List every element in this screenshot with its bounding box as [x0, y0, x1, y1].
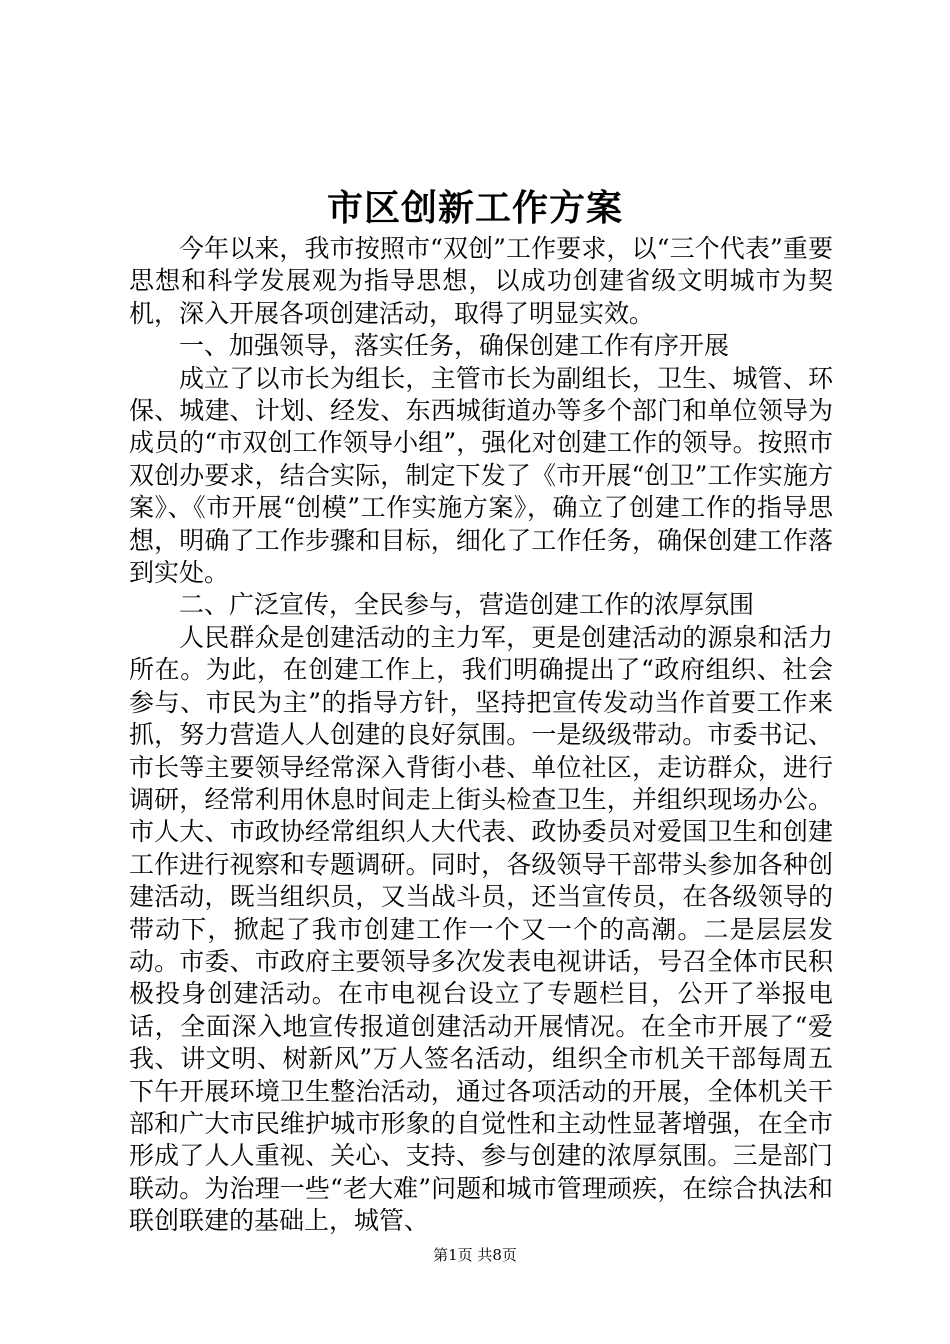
section-heading-2: 二、广泛宣传，全民参与，营造创建工作的浓厚氛围: [179, 590, 755, 620]
section-1-paragraph: 成立了以市长为组长，主管市长为副组长，卫生、城管、环保、城建、计划、经发、东西城街道办等多个部门和单位领导为成员的“市双创工作领导小组”，强化对创建工作的领导。按照市双创办要求，结合实际，制定下发了《市开展“创卫”工作实施方案》、《市开展“创模”工作实施方案》，确立了创建工作的指导思想，明确了工作步骤和目标，细化了工作任务，确保创建工作落到实处。: [129, 363, 833, 588]
document-title: 市区创新工作方案: [326, 187, 623, 229]
page-footer: 第1页 共8页: [433, 1246, 517, 1264]
intro-paragraph: 今年以来，我市按照市“双创”工作要求，以“三个代表”重要思想和科学发展观为指导思想，以成功创建省级文明城市为契机，深入开展各项创建活动，取得了明显实效。: [129, 234, 833, 328]
section-2-paragraph: 人民群众是创建活动的主力军，更是创建活动的源泉和活力所在。为此，在创建工作上，我们明确提出了“政府组织、社会参与、市民为主”的指导方针，坚持把宣传发动当作首要工作来抓，努力营造人人创建的良好氛围。一是级级带动。市委书记、市长等主要领导经常深入背街小巷、单位社区，走访群众，进行调研，经常利用休息时间走上街头检查卫生，并组织现场办公。市人大、市政协经常组织人大代表、政协委员对爱国卫生和创建工作进行视察和专题调研。同时，各级领导干部带头参加各种创建活动，既当组织员，又当战斗员，还当宣传员，在各级领导的带动下，掀起了我市创建工作一个又一个的高潮。二是层层发动。市委、市政府主要领导多次发表电视讲话，号召全体市民积极投身创建活动。在市电视台设立了专题栏目，公开了举报电话，全面深入地宣传报道创建活动开展情况。在全市开展了“爱我、讲文明、树新风”万人签名活动，组织全市机关干部每周五下午开展环境卫生整治活动，通过各项活动的开展，全体机关干部和广大市民维护城市形象的自觉性和主动性显著增强，在全市形成了人人重视、关心、支持、参与创建的浓厚氛围。三是部门联动。为治理一些“老大难”问题和城市管理顽疾，在综合执法和联创联建的基础上，城管、: [129, 622, 833, 1236]
section-heading-1: 一、加强领导，落实任务，确保创建工作有序开展: [179, 331, 730, 361]
document-body: [129, 233, 833, 1238]
